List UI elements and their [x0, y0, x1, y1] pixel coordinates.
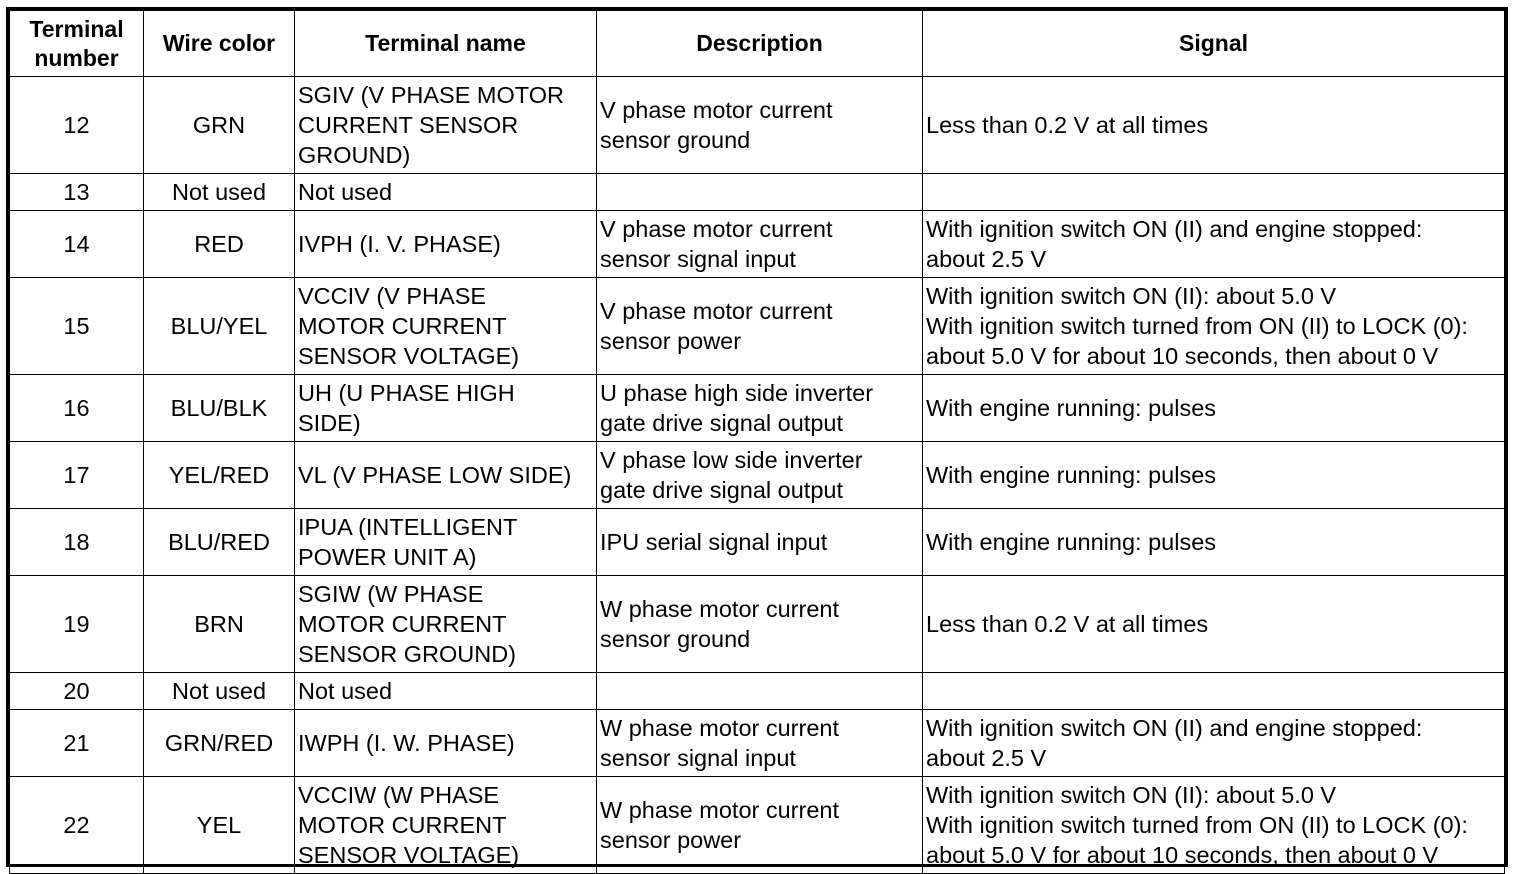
- terminal-number-cell: 22: [10, 777, 144, 874]
- terminal-number-cell: 13: [10, 174, 144, 211]
- terminal-number-cell: 21: [10, 710, 144, 777]
- terminal-table: [9, 10, 1505, 874]
- signal-cell: [923, 442, 1505, 509]
- description-cell: [597, 211, 923, 278]
- terminal-name-line: IVPH (I. V. PHASE): [298, 231, 501, 257]
- wire-color-cell: YEL/RED: [144, 442, 295, 509]
- description-cell: [597, 509, 923, 576]
- header-row: [10, 11, 1505, 77]
- description-cell: [597, 442, 923, 509]
- signal-cell: [923, 77, 1505, 174]
- table-row: [10, 777, 1505, 874]
- description-cell: [597, 673, 923, 710]
- terminal-name-cell: [295, 442, 597, 509]
- header-signal: Signal: [923, 11, 1505, 77]
- description-line: sensor ground: [600, 127, 751, 153]
- signal-line: With engine running: pulses: [926, 462, 1217, 488]
- terminal-name-cell: [295, 673, 597, 710]
- wire-color-cell: BLU/YEL: [144, 278, 295, 375]
- description-line: gate drive signal output: [600, 410, 843, 436]
- signal-cell: [923, 174, 1505, 211]
- description-line: W phase motor current: [600, 596, 840, 622]
- table-body: [10, 77, 1505, 874]
- terminal-name-line: MOTOR CURRENT: [298, 812, 507, 838]
- terminal-name-line: SENSOR VOLTAGE): [298, 343, 520, 369]
- description-line: sensor ground: [600, 626, 751, 652]
- description-cell: [597, 375, 923, 442]
- table-row: [10, 278, 1505, 375]
- terminal-name-line: SENSOR VOLTAGE): [298, 842, 520, 868]
- terminal-name-line: MOTOR CURRENT: [298, 313, 507, 339]
- signal-line: With ignition switch ON (II): about 5.0 V: [926, 782, 1337, 808]
- terminal-name-cell: [295, 174, 597, 211]
- terminal-number-cell: 17: [10, 442, 144, 509]
- header-terminal-number: [10, 11, 144, 77]
- signal-line: With ignition switch ON (II): about 5.0 V: [926, 283, 1337, 309]
- header-terminal-number-line: number: [34, 44, 119, 71]
- terminal-name-line: CURRENT SENSOR: [298, 112, 519, 138]
- signal-line: about 2.5 V: [926, 246, 1047, 272]
- terminal-name-line: MOTOR CURRENT: [298, 611, 507, 637]
- table-row: [10, 509, 1505, 576]
- signal-line: Less than 0.2 V at all times: [926, 112, 1209, 138]
- signal-line: Less than 0.2 V at all times: [926, 611, 1209, 637]
- terminal-number-cell: 18: [10, 509, 144, 576]
- terminal-name-line: UH (U PHASE HIGH: [298, 380, 515, 406]
- terminal-name-line: Not used: [298, 179, 393, 205]
- description-cell: [597, 278, 923, 375]
- terminal-name-line: POWER UNIT A): [298, 544, 477, 570]
- signal-cell: [923, 673, 1505, 710]
- table-row: [10, 211, 1505, 278]
- description-cell: [597, 77, 923, 174]
- terminal-name-cell: [295, 278, 597, 375]
- terminal-name-line: IWPH (I. W. PHASE): [298, 730, 515, 756]
- header-description: Description: [597, 11, 923, 77]
- signal-line: With engine running: pulses: [926, 395, 1217, 421]
- signal-line: With ignition switch turned from ON (II) to LOCK (0):: [926, 313, 1468, 339]
- header-terminal-name: Terminal name: [295, 11, 597, 77]
- terminal-name-cell: [295, 576, 597, 673]
- description-line: W phase motor current: [600, 797, 840, 823]
- terminal-name-line: VL (V PHASE LOW SIDE): [298, 462, 572, 488]
- signal-cell: [923, 576, 1505, 673]
- signal-cell: [923, 710, 1505, 777]
- terminal-number-cell: 14: [10, 211, 144, 278]
- description-cell: [597, 710, 923, 777]
- wire-color-cell: BLU/RED: [144, 509, 295, 576]
- table-row: [10, 710, 1505, 777]
- terminal-name-cell: [295, 77, 597, 174]
- description-line: V phase motor current: [600, 298, 833, 324]
- terminal-name-cell: [295, 710, 597, 777]
- table-row: [10, 77, 1505, 174]
- wire-color-cell: Not used: [144, 673, 295, 710]
- description-line: V phase motor current: [600, 97, 833, 123]
- signal-cell: [923, 211, 1505, 278]
- table-row: [10, 442, 1505, 509]
- description-line: sensor power: [600, 827, 742, 853]
- description-line: IPU serial signal input: [600, 529, 828, 555]
- terminal-name-line: Not used: [298, 678, 393, 704]
- terminal-name-line: VCCIW (W PHASE: [298, 782, 500, 808]
- terminal-name-line: SENSOR GROUND): [298, 641, 517, 667]
- signal-cell: [923, 509, 1505, 576]
- header-terminal-number-line: Terminal: [29, 15, 124, 42]
- terminal-number-cell: 20: [10, 673, 144, 710]
- terminal-name-line: VCCIV (V PHASE: [298, 283, 487, 309]
- terminal-name-cell: [295, 375, 597, 442]
- terminal-name-cell: [295, 211, 597, 278]
- signal-line: about 5.0 V for about 10 seconds, then about 0 V: [926, 343, 1439, 369]
- table-row: [10, 576, 1505, 673]
- description-line: sensor signal input: [600, 745, 796, 771]
- wire-color-cell: Not used: [144, 174, 295, 211]
- signal-line: about 2.5 V: [926, 745, 1047, 771]
- signal-line: With ignition switch ON (II) and engine stopped:: [926, 216, 1423, 242]
- signal-cell: [923, 375, 1505, 442]
- wire-color-cell: BLU/BLK: [144, 375, 295, 442]
- description-cell: [597, 777, 923, 874]
- terminal-number-cell: 19: [10, 576, 144, 673]
- description-line: U phase high side inverter: [600, 380, 874, 406]
- signal-cell: [923, 278, 1505, 375]
- description-line: V phase motor current: [600, 216, 833, 242]
- table-row: [10, 375, 1505, 442]
- terminal-name-cell: [295, 777, 597, 874]
- terminal-name-line: GROUND): [298, 142, 411, 168]
- terminal-name-cell: [295, 509, 597, 576]
- description-line: sensor power: [600, 328, 742, 354]
- wire-color-cell: YEL: [144, 777, 295, 874]
- terminal-name-line: IPUA (INTELLIGENT: [298, 514, 518, 540]
- terminal-number-cell: 15: [10, 278, 144, 375]
- signal-line: With ignition switch ON (II) and engine stopped:: [926, 715, 1423, 741]
- terminal-name-line: SGIV (V PHASE MOTOR: [298, 82, 564, 108]
- table-row: [10, 673, 1505, 710]
- terminal-number-cell: 16: [10, 375, 144, 442]
- terminal-name-line: SIDE): [298, 410, 361, 436]
- table-row: [10, 174, 1505, 211]
- wire-color-cell: GRN: [144, 77, 295, 174]
- description-line: V phase low side inverter: [600, 447, 863, 473]
- terminal-table-container: [6, 7, 1508, 867]
- description-cell: [597, 174, 923, 211]
- signal-line: With engine running: pulses: [926, 529, 1217, 555]
- signal-line: about 5.0 V for about 10 seconds, then about 0 V: [926, 842, 1439, 868]
- wire-color-cell: RED: [144, 211, 295, 278]
- header-wire-color: Wire color: [144, 11, 295, 77]
- terminal-name-line: SGIW (W PHASE: [298, 581, 484, 607]
- signal-cell: [923, 777, 1505, 874]
- description-line: gate drive signal output: [600, 477, 843, 503]
- terminal-number-cell: 12: [10, 77, 144, 174]
- description-cell: [597, 576, 923, 673]
- description-line: W phase motor current: [600, 715, 840, 741]
- wire-color-cell: GRN/RED: [144, 710, 295, 777]
- signal-line: With ignition switch turned from ON (II) to LOCK (0):: [926, 812, 1468, 838]
- wire-color-cell: BRN: [144, 576, 295, 673]
- description-line: sensor signal input: [600, 246, 796, 272]
